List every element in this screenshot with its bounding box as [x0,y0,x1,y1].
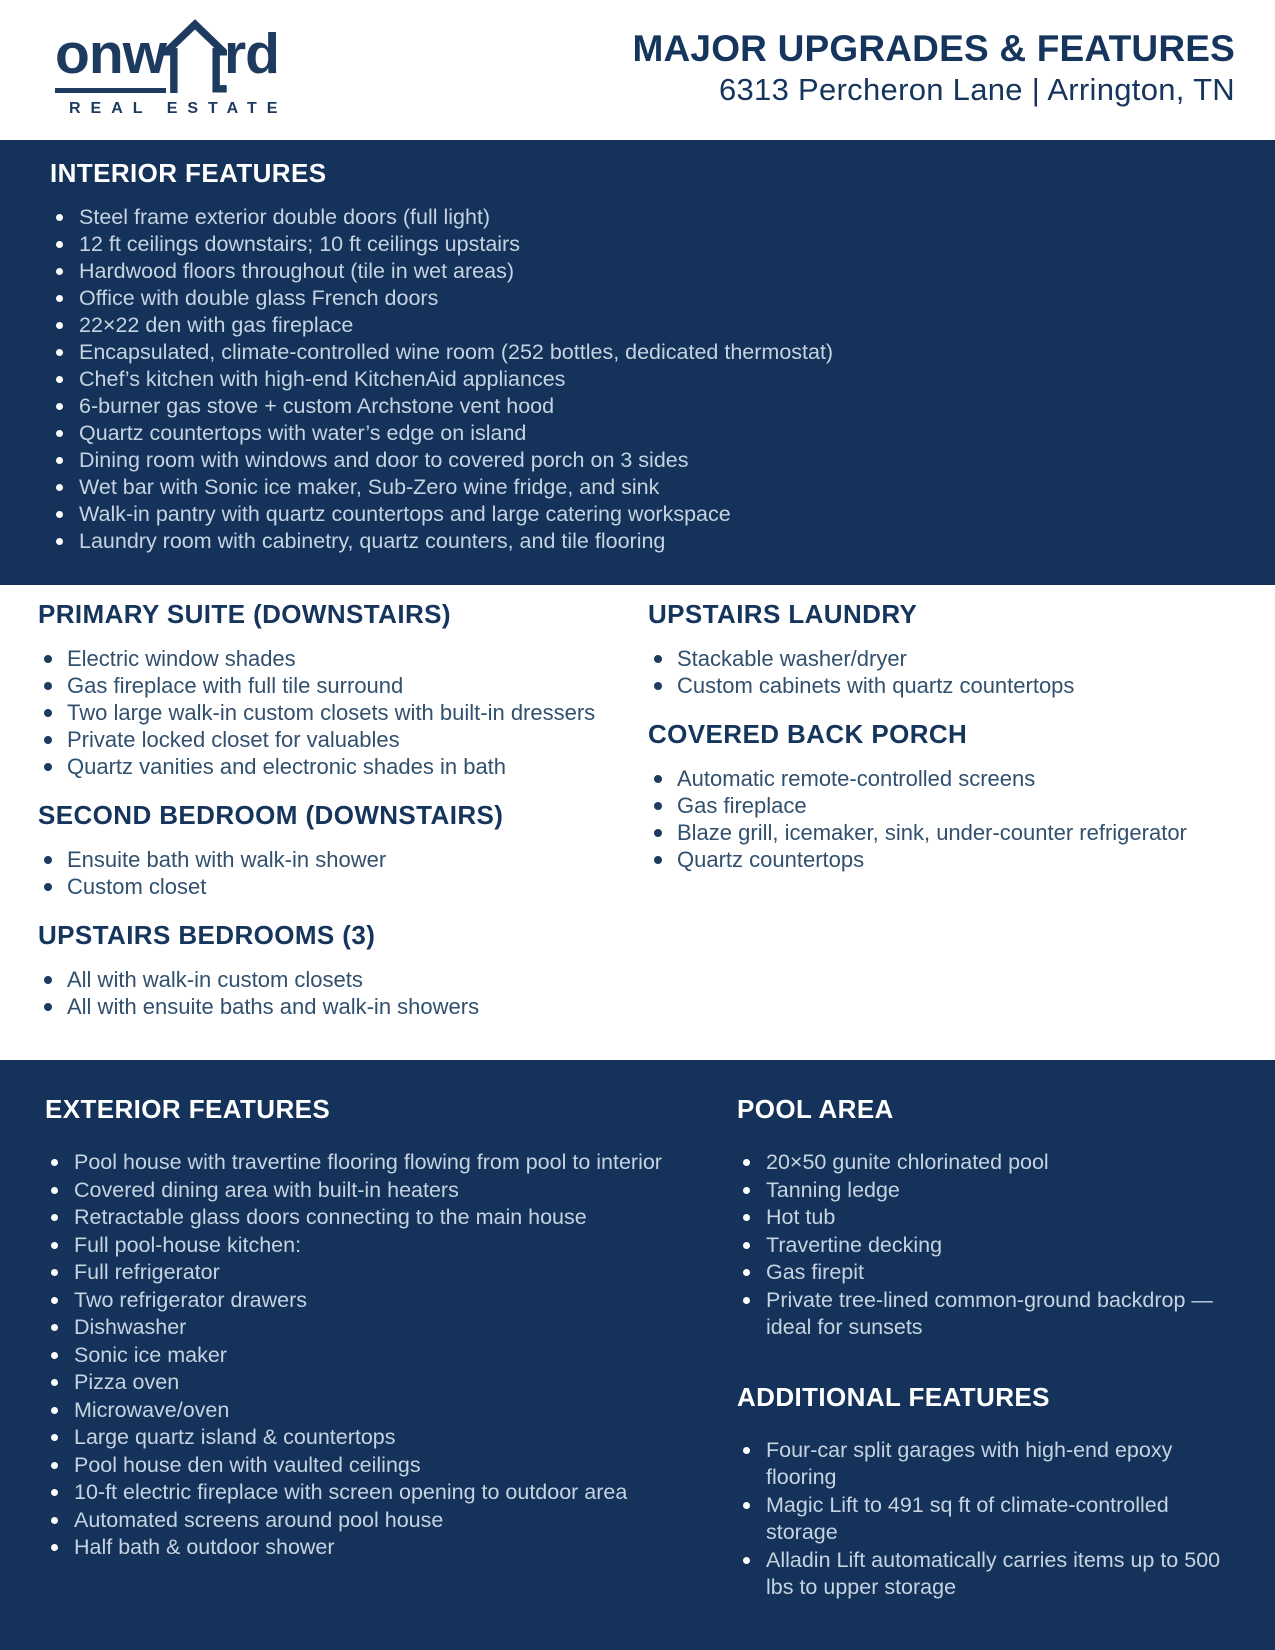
list-item [50,231,1230,258]
bullet-icon [51,1324,58,1331]
list-item [45,1479,695,1507]
page-header [0,0,1275,140]
feature-list [45,1149,695,1562]
bullet-icon [743,1159,750,1166]
list-item-text: Gas fireplace with full tile surround [67,673,404,698]
bullet-icon [654,682,662,690]
list-item [50,285,1230,312]
bullet-icon [654,829,662,837]
list-item-text: Private tree-lined common-ground backdrop — ideal for sunsets [766,1287,1213,1339]
list-item-text: Hot tub [766,1205,836,1229]
list-item-text: Covered dining area with built-in heaters [74,1177,459,1202]
bullet-icon [44,709,52,717]
list-item-text: 10-ft electric fireplace with screen opening to outdoor area [74,1480,628,1504]
list-item-text: Private locked closet for valuables [67,727,400,752]
list-item [45,1287,695,1315]
feature-list [38,966,630,1020]
middle-section [0,585,1275,1060]
list-item-text: Tanning ledge [766,1177,900,1202]
list-item [50,366,1230,393]
list-item [648,792,1235,819]
list-item-text: Two large walk-in custom closets with built-in dressers [67,700,596,725]
bullet-icon [743,1557,750,1564]
list-item-text: Electric window shades [67,646,296,671]
list-item [45,1342,695,1370]
bullet-icon [56,214,63,221]
feature-list [38,645,630,780]
list-item-text: Stackable washer/dryer [677,646,907,671]
feature-list [648,765,1235,873]
bullet-icon [743,1297,750,1304]
bullet-icon [44,736,52,744]
list-item [648,846,1235,873]
list-item [648,672,1235,699]
list-item-text: Gas fireplace [677,793,807,818]
list-item [38,672,630,699]
list-item-text: Automated screens around pool house [74,1507,444,1532]
list-item-text: Alladin Lift automatically carries items up to 500 lbs to upper storage [766,1547,1221,1599]
feature-group [737,1094,1235,1342]
page-title: MAJOR UPGRADES & FEATURES [632,28,1235,70]
logo-word-prefix: onw [55,29,166,92]
list-item-text: Dining room with windows and door to covered porch on 3 sides [79,448,689,472]
bullet-icon [56,268,63,275]
bullet-icon [654,655,662,663]
bullet-icon [51,1434,58,1441]
list-item-text: Sonic ice maker [74,1342,227,1367]
list-item-text: Custom cabinets with quartz countertops [677,673,1075,698]
section-heading: UPSTAIRS BEDROOMS (3) [38,920,376,950]
feature-group [648,599,1235,699]
list-item-text: Blaze grill, icemaker, sink, under-counter refrigerator [677,820,1187,845]
list-item-text: Hardwood floors throughout (tile in wet areas) [79,259,514,283]
bullet-icon [56,430,63,437]
list-item-text: Quartz vanities and electronic shades in bath [67,754,507,779]
list-item [45,1369,695,1397]
onward-real-estate-logo [55,19,287,118]
bullet-icon [51,1269,58,1276]
bullet-icon [51,1214,58,1221]
feature-list [50,204,1230,555]
section-heading: EXTERIOR FEATURES [45,1094,331,1124]
bullet-icon [51,1159,58,1166]
list-item [50,258,1230,285]
list-item [50,312,1230,339]
bullet-icon [51,1489,58,1496]
bullet-icon [56,376,63,383]
bullet-icon [654,856,662,864]
logo-word-suffix: rd [223,22,279,87]
list-item [38,993,630,1020]
list-item-text: Laundry room with cabinetry, quartz counters, and tile flooring [79,529,666,553]
list-item [50,204,1230,231]
bullet-icon [56,241,63,248]
logo-wordmark [55,19,287,93]
list-item [45,1259,695,1287]
list-item-text: Walk-in pantry with quartz countertops and large catering workspace [79,502,731,526]
bullet-icon [56,538,63,545]
bullet-icon [743,1269,750,1276]
bullet-icon [44,856,52,864]
bottom-left-column [45,1086,695,1650]
section-heading: ADDITIONAL FEATURES [737,1381,1050,1412]
list-item [50,420,1230,447]
bullet-icon [56,511,63,518]
list-item-text: Encapsulated, climate-controlled wine room (252 bottles, dedicated thermostat) [79,340,834,364]
bullet-icon [56,457,63,464]
list-item-text: Custom closet [67,874,207,899]
list-item-text: Wet bar with Sonic ice maker, Sub-Zero wine fridge, and sink [79,475,660,499]
list-item [648,819,1235,846]
section-heading: PRIMARY SUITE (DOWNSTAIRS) [38,599,451,629]
bullet-icon [44,883,52,891]
list-item-text: 20×50 gunite chlorinated pool [766,1150,1049,1174]
bullet-icon [51,1407,58,1414]
bullet-icon [743,1242,750,1249]
list-item [50,528,1230,555]
list-item [737,1287,1235,1342]
bullet-icon [51,1187,58,1194]
list-item [45,1232,695,1260]
list-item [648,765,1235,792]
list-item-text: 6-burner gas stove + custom Archstone vent hood [79,394,555,418]
list-item [38,753,630,780]
bullet-icon [56,403,63,410]
list-item [50,474,1230,501]
list-item-text: Gas firepit [766,1260,864,1284]
bullet-icon [56,322,63,329]
bullet-icon [51,1297,58,1304]
middle-left-column [38,593,630,1060]
list-item [737,1149,1235,1177]
bullet-icon [56,349,63,356]
list-item-text: All with walk-in custom closets [67,967,363,992]
list-item [45,1534,695,1562]
interior-features-section [0,140,1275,585]
list-item [45,1424,695,1452]
list-item-text: Microwave/oven [74,1397,230,1422]
feature-list [38,846,630,900]
bottom-right-column [695,1086,1235,1650]
bullet-icon [743,1214,750,1221]
list-item-text: Steel frame exterior double doors (full light) [79,205,491,229]
list-item-text: Chef’s kitchen with high-end KitchenAid appliances [79,367,566,391]
feature-list [737,1437,1235,1602]
list-item [50,447,1230,474]
feature-list [648,645,1235,699]
bullet-icon [743,1187,750,1194]
list-item-text: Quartz countertops [677,847,865,872]
section-heading: SECOND BEDROOM (DOWNSTAIRS) [38,800,504,830]
property-address: 6313 Percheron Lane | Arrington, TN [718,71,1235,107]
feature-list [737,1149,1235,1342]
bullet-icon [51,1517,58,1524]
list-item-text: Four-car split garages with high-end epoxy flooring [766,1437,1173,1489]
list-item [45,1452,695,1480]
list-item [737,1177,1235,1205]
list-item-text: Two refrigerator drawers [74,1287,307,1312]
list-item [50,393,1230,420]
list-item-text: Large quartz island & countertops [74,1425,396,1449]
list-item-text: Retractable glass doors connecting to the main house [74,1205,587,1229]
list-item-text: Ensuite bath with walk-in shower [67,847,387,872]
list-item [45,1177,695,1205]
list-item [38,966,630,993]
bullet-icon [56,484,63,491]
list-item [737,1437,1235,1492]
title-block [632,28,1235,108]
list-item [45,1314,695,1342]
list-item-text: Full refrigerator [74,1260,220,1284]
bullet-icon [44,976,52,984]
list-item-text: 22×22 den with gas fireplace [79,313,354,337]
bullet-icon [56,295,63,302]
list-item [45,1507,695,1535]
list-item [737,1259,1235,1287]
feature-group [45,1094,695,1562]
feature-group [50,158,1230,555]
feature-group [38,920,630,1020]
feature-group [38,800,630,900]
section-heading: UPSTAIRS LAUNDRY [648,599,918,629]
bottom-section [0,1060,1275,1650]
bullet-icon [51,1544,58,1551]
list-item-text: Pool house with travertine flooring flowing from pool to interior [74,1150,662,1174]
list-item-text: Pizza oven [74,1370,180,1394]
feature-group [737,1382,1235,1602]
bullet-icon [44,763,52,771]
list-item [38,846,630,873]
list-item [50,339,1230,366]
bullet-icon [743,1447,750,1454]
list-item [38,726,630,753]
list-item [648,645,1235,672]
bullet-icon [44,655,52,663]
list-item-text: Full pool-house kitchen: [74,1232,302,1257]
feature-group [38,599,630,780]
list-item [38,699,630,726]
bullet-icon [44,1003,52,1011]
bullet-icon [44,682,52,690]
list-item-text: Magic Lift to 491 sq ft of climate-controlled storage [766,1492,1169,1544]
bullet-icon [51,1379,58,1386]
list-item-text: 12 ft ceilings downstairs; 10 ft ceilings upstairs [79,232,520,256]
list-item [45,1149,695,1177]
feature-group [648,719,1235,873]
list-item [737,1547,1235,1602]
list-item [737,1492,1235,1547]
middle-right-column [630,593,1235,1060]
section-heading: POOL AREA [737,1094,894,1124]
section-heading: INTERIOR FEATURES [50,158,327,188]
house-outline-icon [163,19,227,93]
list-item [737,1204,1235,1232]
list-item [45,1204,695,1232]
list-item [38,645,630,672]
list-item-text: Half bath & outdoor shower [74,1535,335,1559]
list-item [737,1232,1235,1260]
list-item-text: Pool house den with vaulted ceilings [74,1452,421,1477]
list-item [50,501,1230,528]
list-item-text: Automatic remote-controlled screens [677,766,1036,791]
bullet-icon [51,1462,58,1469]
bullet-icon [51,1352,58,1359]
list-item [45,1397,695,1425]
list-item-text: Travertine decking [766,1232,943,1257]
bullet-icon [654,802,662,810]
list-item-text: Quartz countertops with water’s edge on island [79,421,527,445]
section-heading: COVERED BACK PORCH [648,719,968,749]
logo-tagline: REAL ESTATE [69,99,288,117]
list-item [38,873,630,900]
bullet-icon [51,1242,58,1249]
list-item-text: Office with double glass French doors [79,286,439,310]
list-item-text: Dishwasher [74,1315,187,1339]
bullet-icon [743,1502,750,1509]
list-item-text: All with ensuite baths and walk-in showers [67,994,480,1019]
bullet-icon [654,775,662,783]
